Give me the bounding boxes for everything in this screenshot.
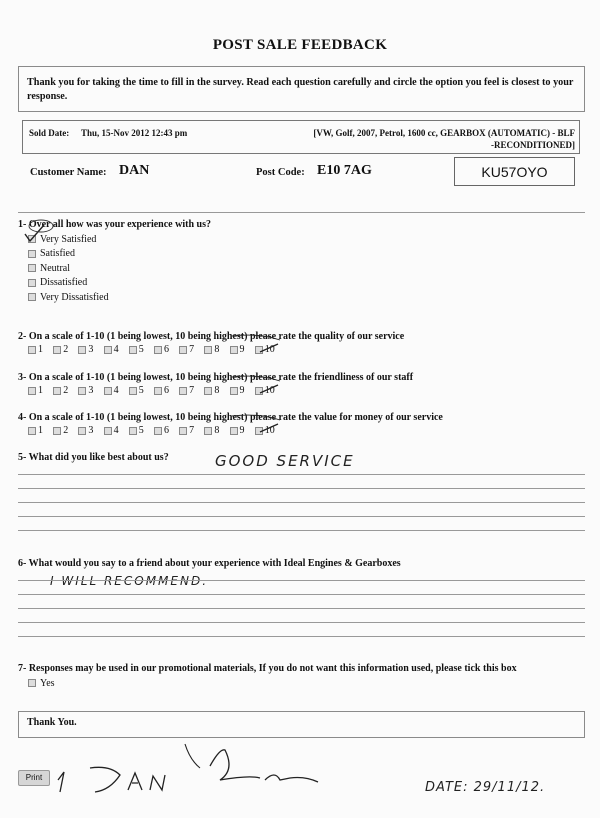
checkbox[interactable] bbox=[179, 387, 187, 395]
q3-option[interactable]: 2 bbox=[53, 385, 78, 396]
q2-selection-mark-icon bbox=[230, 332, 290, 356]
checkbox[interactable] bbox=[28, 346, 36, 354]
q4-option[interactable]: 1 bbox=[28, 425, 53, 436]
checkbox[interactable] bbox=[53, 427, 61, 435]
q4-option[interactable]: 2 bbox=[53, 425, 78, 436]
checkbox[interactable] bbox=[28, 264, 36, 272]
q3-option[interactable]: 6 bbox=[154, 385, 179, 396]
checkbox[interactable] bbox=[28, 387, 36, 395]
q4-option[interactable]: 5 bbox=[129, 425, 154, 436]
checkbox[interactable] bbox=[129, 427, 137, 435]
q4-option[interactable]: 9 bbox=[230, 425, 255, 436]
q2-option[interactable]: 8 bbox=[204, 344, 229, 355]
q6-answer[interactable]: I WILL RECOMMEND. bbox=[50, 574, 209, 588]
sold-date-value: Thu, 15-Nov 2012 12:43 pm bbox=[81, 128, 188, 138]
checkbox[interactable] bbox=[179, 346, 187, 354]
answer-line bbox=[18, 636, 585, 637]
checkbox[interactable] bbox=[53, 346, 61, 354]
answer-line bbox=[18, 580, 585, 581]
thank-you-text: Thank You. bbox=[27, 717, 77, 728]
q4-option[interactable]: 4 bbox=[104, 425, 129, 436]
q2-option[interactable]: 4 bbox=[104, 344, 129, 355]
checkbox[interactable] bbox=[28, 427, 36, 435]
q1-option-neutral[interactable]: Neutral bbox=[28, 261, 109, 276]
handwritten-date: DATE: 29/11/12. bbox=[425, 780, 546, 795]
checkbox[interactable] bbox=[28, 293, 36, 301]
q4-selection-mark-icon bbox=[230, 412, 290, 436]
checkbox[interactable] bbox=[104, 346, 112, 354]
question-7: 7- Responses may be used in our promotional materials, If you do not want this information used, please tick this box bbox=[18, 663, 517, 674]
checkbox[interactable] bbox=[78, 427, 86, 435]
answer-line bbox=[18, 530, 585, 531]
q3-option[interactable]: 7 bbox=[179, 385, 204, 396]
answer-line bbox=[18, 622, 585, 623]
divider bbox=[18, 212, 585, 213]
q4-option[interactable]: 8 bbox=[204, 425, 229, 436]
q3-option[interactable]: 1 bbox=[28, 385, 53, 396]
q4-option[interactable]: 3 bbox=[78, 425, 103, 436]
sold-date-label: Sold Date: bbox=[29, 128, 70, 138]
checkbox[interactable] bbox=[78, 387, 86, 395]
q2-option[interactable]: 2 bbox=[53, 344, 78, 355]
q3-option[interactable]: 3 bbox=[78, 385, 103, 396]
post-code-value: E10 7AG bbox=[317, 163, 372, 178]
q1-option-dissatisfied[interactable]: Dissatisfied bbox=[28, 276, 109, 291]
checkbox[interactable] bbox=[28, 279, 36, 287]
question-1: 1- Over all how was your experience with us? bbox=[18, 219, 211, 230]
q2-option[interactable]: 1 bbox=[28, 344, 53, 355]
intro-instructions: Thank you for taking the time to fill in the survey. Read each question carefully and circle the option you feel is closest to your response. bbox=[18, 66, 585, 112]
q2-option[interactable]: 6 bbox=[154, 344, 179, 355]
checkbox[interactable] bbox=[28, 679, 36, 687]
q4-option[interactable]: 10 bbox=[255, 425, 280, 436]
checkbox[interactable] bbox=[204, 346, 212, 354]
print-button[interactable]: Print bbox=[18, 770, 50, 786]
customer-name-label: Customer Name: bbox=[30, 167, 107, 178]
vehicle-line-2: -RECONDITIONED] bbox=[490, 140, 575, 150]
vehicle-line-1: [VW, Golf, 2007, Petrol, 1600 cc, GEARBOX (AUTOMATIC) - BLF bbox=[313, 128, 575, 138]
q3-option[interactable]: 10 bbox=[255, 385, 280, 396]
checkbox[interactable] bbox=[129, 346, 137, 354]
registration-box: KU57OYO bbox=[454, 157, 575, 186]
sale-info-box bbox=[22, 120, 580, 154]
circle-mark-icon bbox=[28, 219, 56, 233]
checkbox[interactable] bbox=[129, 387, 137, 395]
q1-option-very-satisfied[interactable]: Very Satisfied bbox=[28, 232, 109, 247]
signature-image bbox=[50, 740, 330, 800]
checkbox[interactable] bbox=[78, 346, 86, 354]
q3-option[interactable]: 4 bbox=[104, 385, 129, 396]
checkbox[interactable] bbox=[154, 387, 162, 395]
question-5: 5- What did you like best about us? bbox=[18, 452, 169, 463]
q3-selection-mark-icon bbox=[230, 373, 290, 397]
checkbox[interactable] bbox=[154, 427, 162, 435]
checkbox[interactable] bbox=[28, 250, 36, 258]
q5-answer[interactable]: GOOD SERVICE bbox=[215, 452, 355, 470]
form-title: POST SALE FEEDBACK bbox=[212, 37, 388, 53]
question-6: 6- What would you say to a friend about your experience with Ideal Engines & Gearboxes bbox=[18, 558, 401, 569]
customer-name-value: DAN bbox=[119, 163, 150, 178]
q2-option[interactable]: 7 bbox=[179, 344, 204, 355]
q4-option[interactable]: 7 bbox=[179, 425, 204, 436]
checkbox[interactable] bbox=[104, 387, 112, 395]
thank-you-box bbox=[18, 711, 585, 738]
q2-option[interactable]: 5 bbox=[129, 344, 154, 355]
answer-line bbox=[18, 608, 585, 609]
question-3: 3- On a scale of 1-10 (1 being lowest, 10 being highest) please rate the friendliness of our staff bbox=[18, 372, 414, 383]
q3-option[interactable]: 5 bbox=[129, 385, 154, 396]
checkbox[interactable] bbox=[104, 427, 112, 435]
checkbox[interactable] bbox=[154, 346, 162, 354]
answer-line bbox=[18, 502, 585, 503]
q3-option[interactable]: 9 bbox=[230, 385, 255, 396]
answer-line bbox=[18, 594, 585, 595]
post-code-label: Post Code: bbox=[256, 167, 305, 178]
question-4: 4- On a scale of 1-10 (1 being lowest, 10 being highest) please rate the value for money of our service bbox=[18, 412, 443, 423]
checkbox[interactable] bbox=[179, 427, 187, 435]
q2-option[interactable]: 9 bbox=[230, 344, 255, 355]
q7-option-yes[interactable]: Yes bbox=[28, 676, 55, 691]
checkbox[interactable] bbox=[204, 387, 212, 395]
answer-line bbox=[18, 516, 585, 517]
q2-option[interactable]: 10 bbox=[255, 344, 280, 355]
answer-line bbox=[18, 488, 585, 489]
q4-option[interactable]: 6 bbox=[154, 425, 179, 436]
answer-line bbox=[18, 474, 585, 475]
q2-option[interactable]: 3 bbox=[78, 344, 103, 355]
q1-option-very-dissatisfied[interactable]: Very Dissatisfied bbox=[28, 290, 109, 305]
checkbox[interactable] bbox=[53, 387, 61, 395]
q1-option-satisfied[interactable]: Satisfied bbox=[28, 247, 109, 262]
checkbox[interactable] bbox=[204, 427, 212, 435]
q3-option[interactable]: 8 bbox=[204, 385, 229, 396]
question-2: 2- On a scale of 1-10 (1 being lowest, 10 being highest) please rate the quality of our service bbox=[18, 331, 405, 342]
